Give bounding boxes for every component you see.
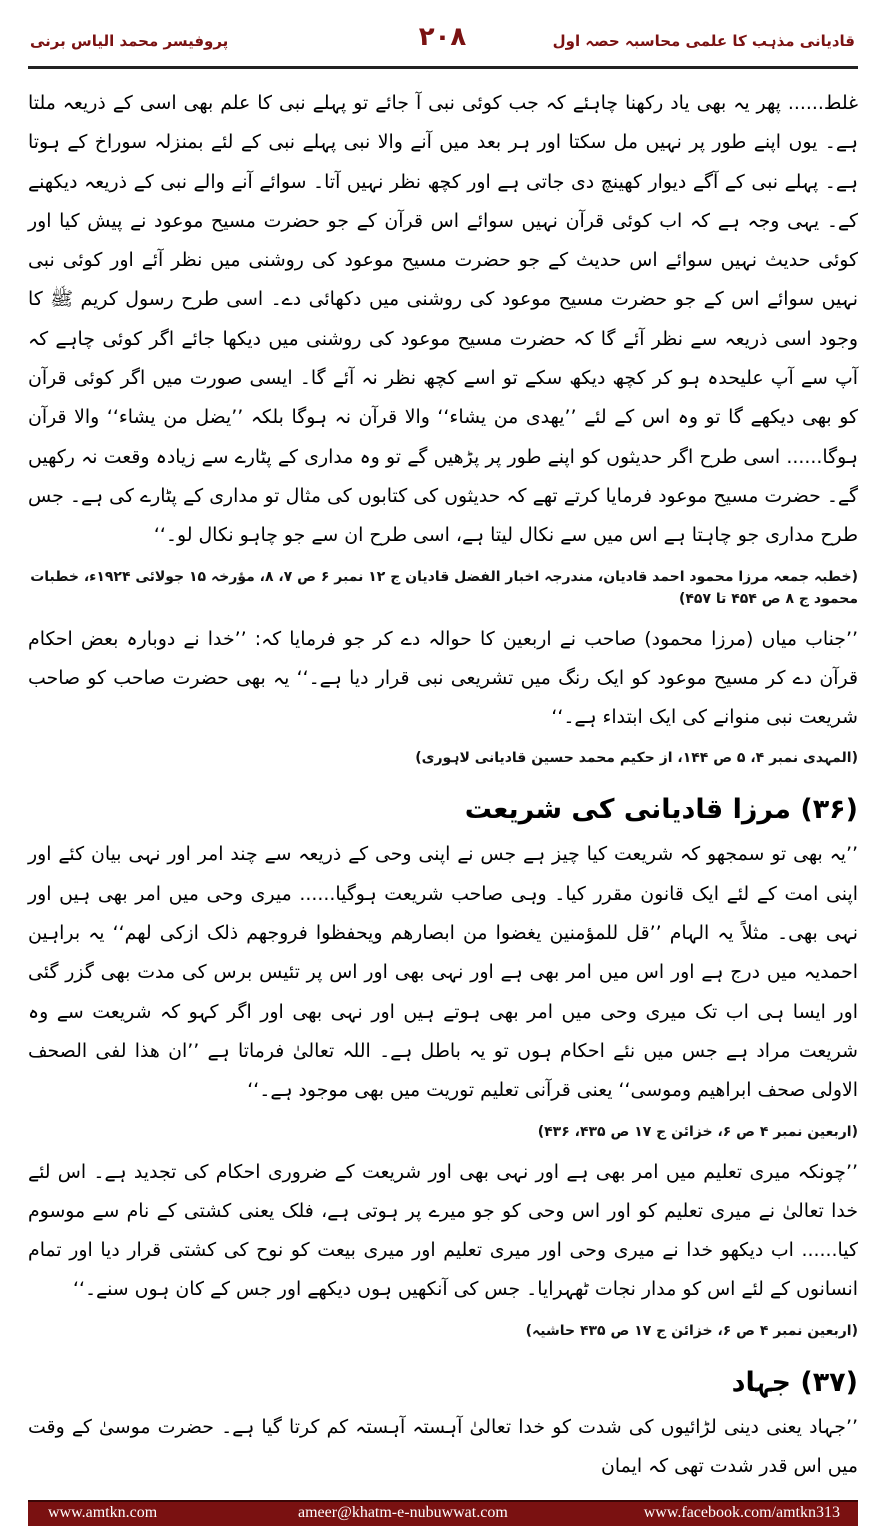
paragraph-1: غلط...... پھر یہ بھی یاد رکھنا چاہئے کہ جب کوئی نبی آ جائے تو پہلے نبی کا علم بھی اسی کے ذریعہ ملتا ہے۔ یوں اپنے طور پر نہیں مل سکتا اور ہر بعد میں آنے والا نبی پہلے نبی کے لئے بمنزلہ سوراخ کے ہوتا ہے۔ پہلے نبی کے آگے دیوار کھینچ دی جاتی ہے اور کچھ نظر نہیں آتا۔ سوائے آنے والے نبی کے ذریعہ دیکھنے کے۔ یہی وجہ ہے کہ اب کوئی قرآن نہیں سوائے اس قرآن کے جو حضرت مسیح موعود نے پیش کیا اور کوئی حدیث نہیں سوائے اس حدیث کے جو حضرت مسیح موعود کی روشنی میں نظر آئے اور کوئی نبی نہیں سوائے اس کے جو حضرت مسیح موعود کی روشنی میں دکھائی دے۔ اسی طرح رسول کریم ﷺ کا وجود اسی ذریعہ سے نظر آئے گا کہ حضرت مسیح موعود کی روشنی میں دیکھا جائے اگر کوئی چاہے کہ آپ سے آپ علیحدہ ہو کر کچھ دیکھ سکے تو اسے کچھ نظر نہ آئے گا۔ ایسی صورت میں اگر کوئی قرآن کو بھی دیکھے گا تو وہ اس کے لئے ’’یھدی من یشاء‘‘ والا قرآن نہ ہوگا بلکہ ’’یضل من یشاء‘‘ والا قرآن ہوگا...... اسی طرح اگر حدیثوں کو اپنے طور پر پڑھیں گے تو وہ مداری کے پٹارے سے زیادہ وقعت نہ رکھیں گے۔ حضرت مسیح موعود فرمایا کرتے تھے کہ حدیثوں کی کتابوں کی مثال تو مداری کے پٹارے کی ہے۔ جس طرح مداری جو چاہتا ہے اس میں سے نکال لیتا ہے، اسی طرح ان سے جو چاہو نکال لو۔‘‘ <box>28 92 858 547</box>
header-divider <box>28 66 858 69</box>
page-footer <box>28 1500 858 1526</box>
paragraph-2: ’’جناب میاں (مرزا محمود) صاحب نے اربعین کا حوالہ دے کر جو فرمایا کہ: ’’خدا نے دوبارہ بعض احکام قرآن دے کر مسیح موعود کو ایک رنگ میں تشریعی نبی قرار دیا ہے۔‘‘ یہ بھی حضرت صاحب کو صاحب شریعت نبی منوانے کی ایک ابتداء ہے۔‘‘ <box>28 627 858 729</box>
author-name: پروفیسر محمد الیاس برنی <box>30 32 229 50</box>
facebook-link[interactable]: www.facebook.com/amtkn313 <box>643 1504 840 1521</box>
website-link[interactable]: www.amtkn.com <box>48 1504 158 1521</box>
paragraph-3: ’’یہ بھی تو سمجھو کہ شریعت کیا چیز ہے جس نے اپنی وحی کے ذریعہ سے چند امر اور نہی بیان کئے اور اپنی امت کے لئے ایک قانون مقرر کیا۔ وہی صاحب شریعت ہوگیا...... میری وحی میں امر بھی ہیں اور نہی بھی۔ مثلاً یہ الہام ’’قل للمؤمنین یغضوا من ابصارھم ویحفظوا فروجھم ذلک ازکی لھم‘‘ یہ براہین احمدیہ میں درج ہے اور اس میں امر بھی ہے اور نہی بھی اور اس پر تئیس برس کی مدت بھی گزر گئی اور ایسا ہی اب تک میری وحی میں امر بھی ہوتے ہیں اور نہی بھی اور اگر کہو کہ شریعت سے وہ شریعت مراد ہے جس میں نئے احکام ہوں تو یہ باطل ہے۔ اللہ تعالیٰ فرماتا ہے ’’ان ھذا لفی الصحف الاولی صحف ابراھیم وموسی‘‘ یعنی قرآنی تعلیم توریت میں بھی موجود ہے۔‘‘ <box>28 843 858 1102</box>
section-heading-37: (۳۷) جہاد <box>731 1366 858 1398</box>
paragraph-5: ’’جہاد یعنی دینی لڑائیوں کی شدت کو خدا تعالیٰ آہستہ آہستہ کم کرتا گیا ہے۔ حضرت موسیٰ کے وقت میں اس قدر شدت تھی کہ ایمان <box>28 1415 858 1478</box>
email-link[interactable]: ameer@khatm-e-nubuwwat.com <box>298 1504 508 1521</box>
reference-2: (المہدی نمبر ۴، ۵ ص ۱۴۴، از حکیم محمد حسین قادیانی لاہوری) <box>415 750 858 767</box>
book-title: قادیانی مذہب کا علمی محاسبہ حصہ اول <box>552 32 855 50</box>
reference-3: (اربعین نمبر ۴ ص ۶، خزائن ج ۱۷ ص ۴۳۵، ۴۳۶) <box>537 1123 858 1140</box>
section-heading-36: (۳۶) مرزا قادیانی کی شریعت <box>464 794 858 826</box>
page-header <box>30 18 855 66</box>
page-number: ۲۰۸ <box>418 22 467 52</box>
main-content <box>28 84 858 1486</box>
reference-4: (اربعین نمبر ۴ ص ۶، خزائن ج ۱۷ ص ۴۳۵ حاشیہ) <box>525 1322 858 1339</box>
reference-1: (خطبہ جمعہ مرزا محمود احمد قادیان، مندرجہ اخبار الفضل قادیان ج ۱۲ نمبر ۶ ص ۷، ۸، مؤرخہ ۱۵ جولائی ۱۹۲۴ء، خطبات محمود ج ۸ ص ۴۵۴ تا ۴۵۷) <box>30 568 858 607</box>
paragraph-4: ’’چونکہ میری تعلیم میں امر بھی ہے اور نہی بھی اور شریعت کے ضروری احکام کی تجدید ہے۔ اس لئے خدا تعالیٰ نے میری تعلیم کو اور اس وحی کو جو میرے پر ہوتی ہے، فلک یعنی کشتی کے نام سے موسوم کیا...... اب دیکھو خدا نے میری وحی اور میری تعلیم اور میری بیعت کو نوح کی کشتی قرار دیا اور تمام انسانوں کے لئے اس کو مدار نجات ٹھہرایا۔ جس کی آنکھیں ہوں دیکھے اور جس کے کان ہوں سنے۔‘‘ <box>28 1160 858 1301</box>
